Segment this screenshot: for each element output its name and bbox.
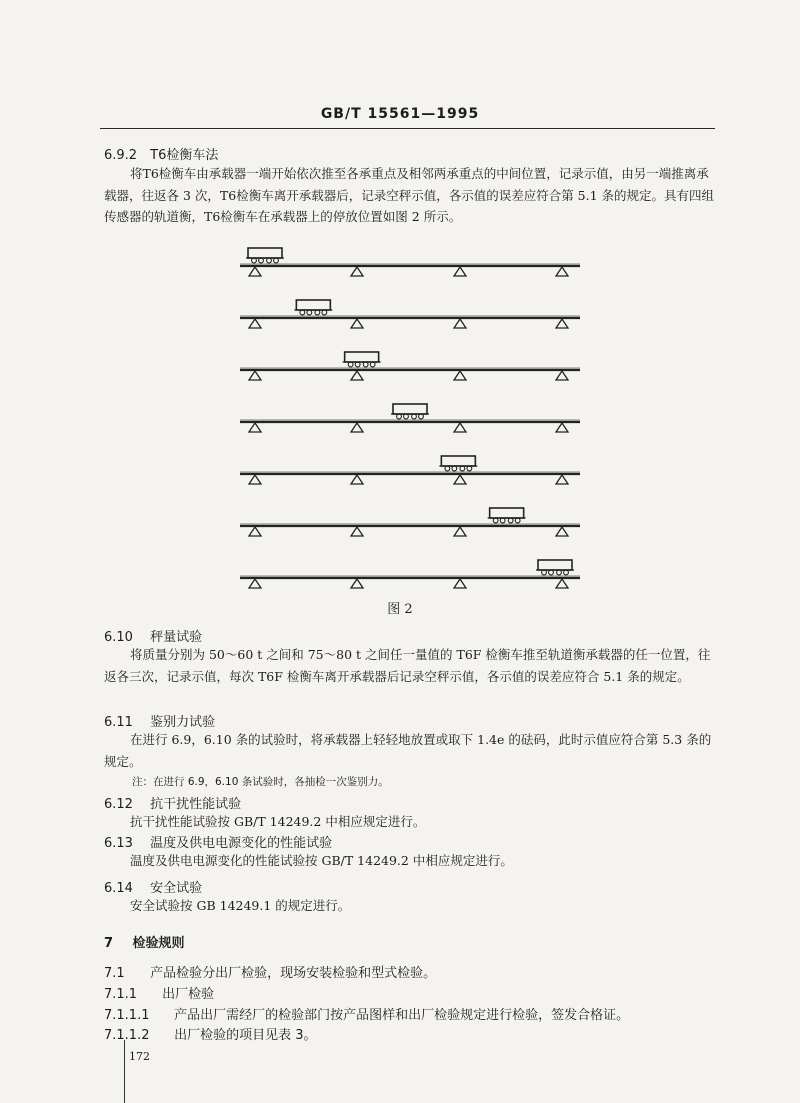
section-number: 6.11 bbox=[104, 715, 133, 730]
cart-wheel bbox=[252, 258, 257, 263]
support-triangle bbox=[351, 371, 363, 380]
cart-wheel bbox=[412, 414, 417, 419]
support-triangle bbox=[249, 267, 261, 276]
paragraph-6-9-2: 将T6检衡车由承载器一端开始依次推至各承重点及相邻两承重点的中间位置，记录示值，由另一端推离承载器，往返各 3 次，T6检衡车离开承载器后，记录空秤示值，各示值的误差应符合第 5.1 条的规定。具有四组传感器的轨道衡，T6检衡车在承载器上的停放位置如图 2 所示。 bbox=[104, 166, 715, 224]
section-number: 6.10 bbox=[104, 630, 133, 645]
support-triangle bbox=[249, 527, 261, 536]
cart-wheel bbox=[300, 310, 305, 315]
section-title: 出厂检验 bbox=[162, 987, 215, 1002]
section-text: 出厂检验的项目见表 3。 bbox=[174, 1028, 317, 1043]
test-cart-body bbox=[248, 248, 282, 258]
section-6-10-heading bbox=[104, 626, 202, 645]
support-triangle bbox=[454, 579, 466, 588]
support-triangle bbox=[351, 579, 363, 588]
cart-wheel bbox=[322, 310, 327, 315]
test-cart-body bbox=[296, 300, 330, 310]
cart-wheel bbox=[467, 466, 472, 471]
cart-wheel bbox=[363, 362, 368, 367]
section-text: 产品检验分出厂检验，现场安装检验和型式检验。 bbox=[150, 966, 437, 981]
cart-wheel bbox=[549, 570, 554, 575]
support-triangle bbox=[351, 319, 363, 328]
support-triangle bbox=[556, 579, 568, 588]
cart-wheel bbox=[460, 466, 465, 471]
cart-wheel bbox=[307, 310, 312, 315]
support-triangle bbox=[249, 423, 261, 432]
paragraph-6-14: 安全试验按 GB 14249.1 的规定进行。 bbox=[130, 898, 351, 913]
cart-wheel bbox=[542, 570, 547, 575]
cart-wheel bbox=[315, 310, 320, 315]
section-title: 安全试验 bbox=[150, 881, 203, 896]
cart-wheel bbox=[445, 466, 450, 471]
section-6-13-heading bbox=[104, 832, 332, 851]
section-6-12-heading bbox=[104, 793, 241, 812]
cart-wheel bbox=[355, 362, 360, 367]
cart-wheel bbox=[508, 518, 513, 523]
support-triangle bbox=[351, 267, 363, 276]
support-triangle bbox=[249, 371, 261, 380]
section-7-1-1 bbox=[104, 983, 214, 1002]
figure-caption: 图 2 bbox=[387, 602, 413, 617]
section-7-1 bbox=[104, 962, 436, 981]
section-title: 检验规则 bbox=[132, 936, 185, 951]
section-number: 6.14 bbox=[104, 881, 133, 896]
support-triangle bbox=[249, 579, 261, 588]
support-triangle bbox=[454, 527, 466, 536]
cart-wheel bbox=[267, 258, 272, 263]
section-title: 抗干扰性能试验 bbox=[150, 797, 242, 812]
support-triangle bbox=[556, 423, 568, 432]
cart-wheel bbox=[557, 570, 562, 575]
section-title: 鉴别力试验 bbox=[150, 715, 216, 730]
cart-wheel bbox=[404, 414, 409, 419]
section-number: 6.13 bbox=[104, 836, 133, 851]
test-cart-body bbox=[441, 456, 475, 466]
support-triangle bbox=[556, 527, 568, 536]
cart-wheel bbox=[515, 518, 520, 523]
page-number: 172 bbox=[129, 1050, 150, 1063]
chapter-7-heading bbox=[104, 932, 185, 951]
test-cart-body bbox=[490, 508, 524, 518]
support-triangle bbox=[556, 475, 568, 484]
paragraph-6-11: 在进行 6.9，6.10 条的试验时，将承载器上轻轻地放置或取下 1.4e 的砝码，此时示值应符合第 5.3 条的规定。 bbox=[104, 732, 712, 769]
paragraph-6-13: 温度及供电电源变化的性能试验按 GB/T 14249.2 中相应规定进行。 bbox=[130, 853, 513, 868]
support-triangle bbox=[454, 267, 466, 276]
section-title: T6检衡车法 bbox=[150, 148, 219, 163]
test-cart-body bbox=[393, 404, 427, 414]
cart-wheel bbox=[348, 362, 353, 367]
section-6-11-heading bbox=[104, 711, 215, 730]
note-6-11: 注：在进行 6.9，6.10 条试验时，各抽检一次鉴别力。 bbox=[132, 776, 389, 788]
section-7-1-1-1 bbox=[104, 1004, 629, 1023]
section-number: 6.9.2 bbox=[104, 148, 138, 163]
cart-wheel bbox=[452, 466, 457, 471]
support-triangle bbox=[351, 475, 363, 484]
support-triangle bbox=[556, 267, 568, 276]
cart-wheel bbox=[397, 414, 402, 419]
cart-wheel bbox=[370, 362, 375, 367]
section-text: 产品出厂需经厂的检验部门按产品图样和出厂检验规定进行检验，签发合格证。 bbox=[174, 1008, 630, 1023]
support-triangle bbox=[454, 319, 466, 328]
section-title: 温度及供电电源变化的性能试验 bbox=[150, 836, 333, 851]
cart-wheel bbox=[419, 414, 424, 419]
support-triangle bbox=[351, 527, 363, 536]
section-number: 7.1.1.1 bbox=[104, 1008, 150, 1023]
section-number: 7.1.1 bbox=[104, 987, 138, 1002]
support-triangle bbox=[454, 475, 466, 484]
standard-number-header: GB/T 15561—1995 bbox=[320, 106, 480, 122]
cart-wheel bbox=[564, 570, 569, 575]
paragraph-6-12: 抗干扰性能试验按 GB/T 14249.2 中相应规定进行。 bbox=[130, 814, 426, 829]
support-triangle bbox=[249, 475, 261, 484]
support-triangle bbox=[454, 371, 466, 380]
section-number: 7.1 bbox=[104, 966, 125, 981]
support-triangle bbox=[249, 319, 261, 328]
test-cart-body bbox=[538, 560, 572, 570]
cart-wheel bbox=[500, 518, 505, 523]
margin-rule bbox=[124, 1040, 125, 1103]
support-triangle bbox=[556, 319, 568, 328]
cart-wheel bbox=[274, 258, 279, 263]
section-number: 7.1.1.2 bbox=[104, 1028, 150, 1043]
section-number: 6.12 bbox=[104, 797, 133, 812]
cart-wheel bbox=[493, 518, 498, 523]
cart-wheel bbox=[259, 258, 264, 263]
support-triangle bbox=[351, 423, 363, 432]
section-6-14-heading bbox=[104, 877, 202, 896]
support-triangle bbox=[556, 371, 568, 380]
section-7-1-1-2 bbox=[104, 1024, 317, 1043]
test-cart-body bbox=[345, 352, 379, 362]
section-title: 秤量试验 bbox=[150, 630, 203, 645]
section-number: 7 bbox=[104, 936, 114, 951]
support-triangle bbox=[454, 423, 466, 432]
paragraph-6-10: 将质量分别为 50～60 t 之间和 75～80 t 之间任一量值的 T6F 检衡车推至轨道衡承载器的任一位置，往返各三次，记录示值，每次 T6F 检衡车离开承载器后记录空秤示值，各示值的误差应符合 5.1 条的规定。 bbox=[104, 647, 711, 684]
